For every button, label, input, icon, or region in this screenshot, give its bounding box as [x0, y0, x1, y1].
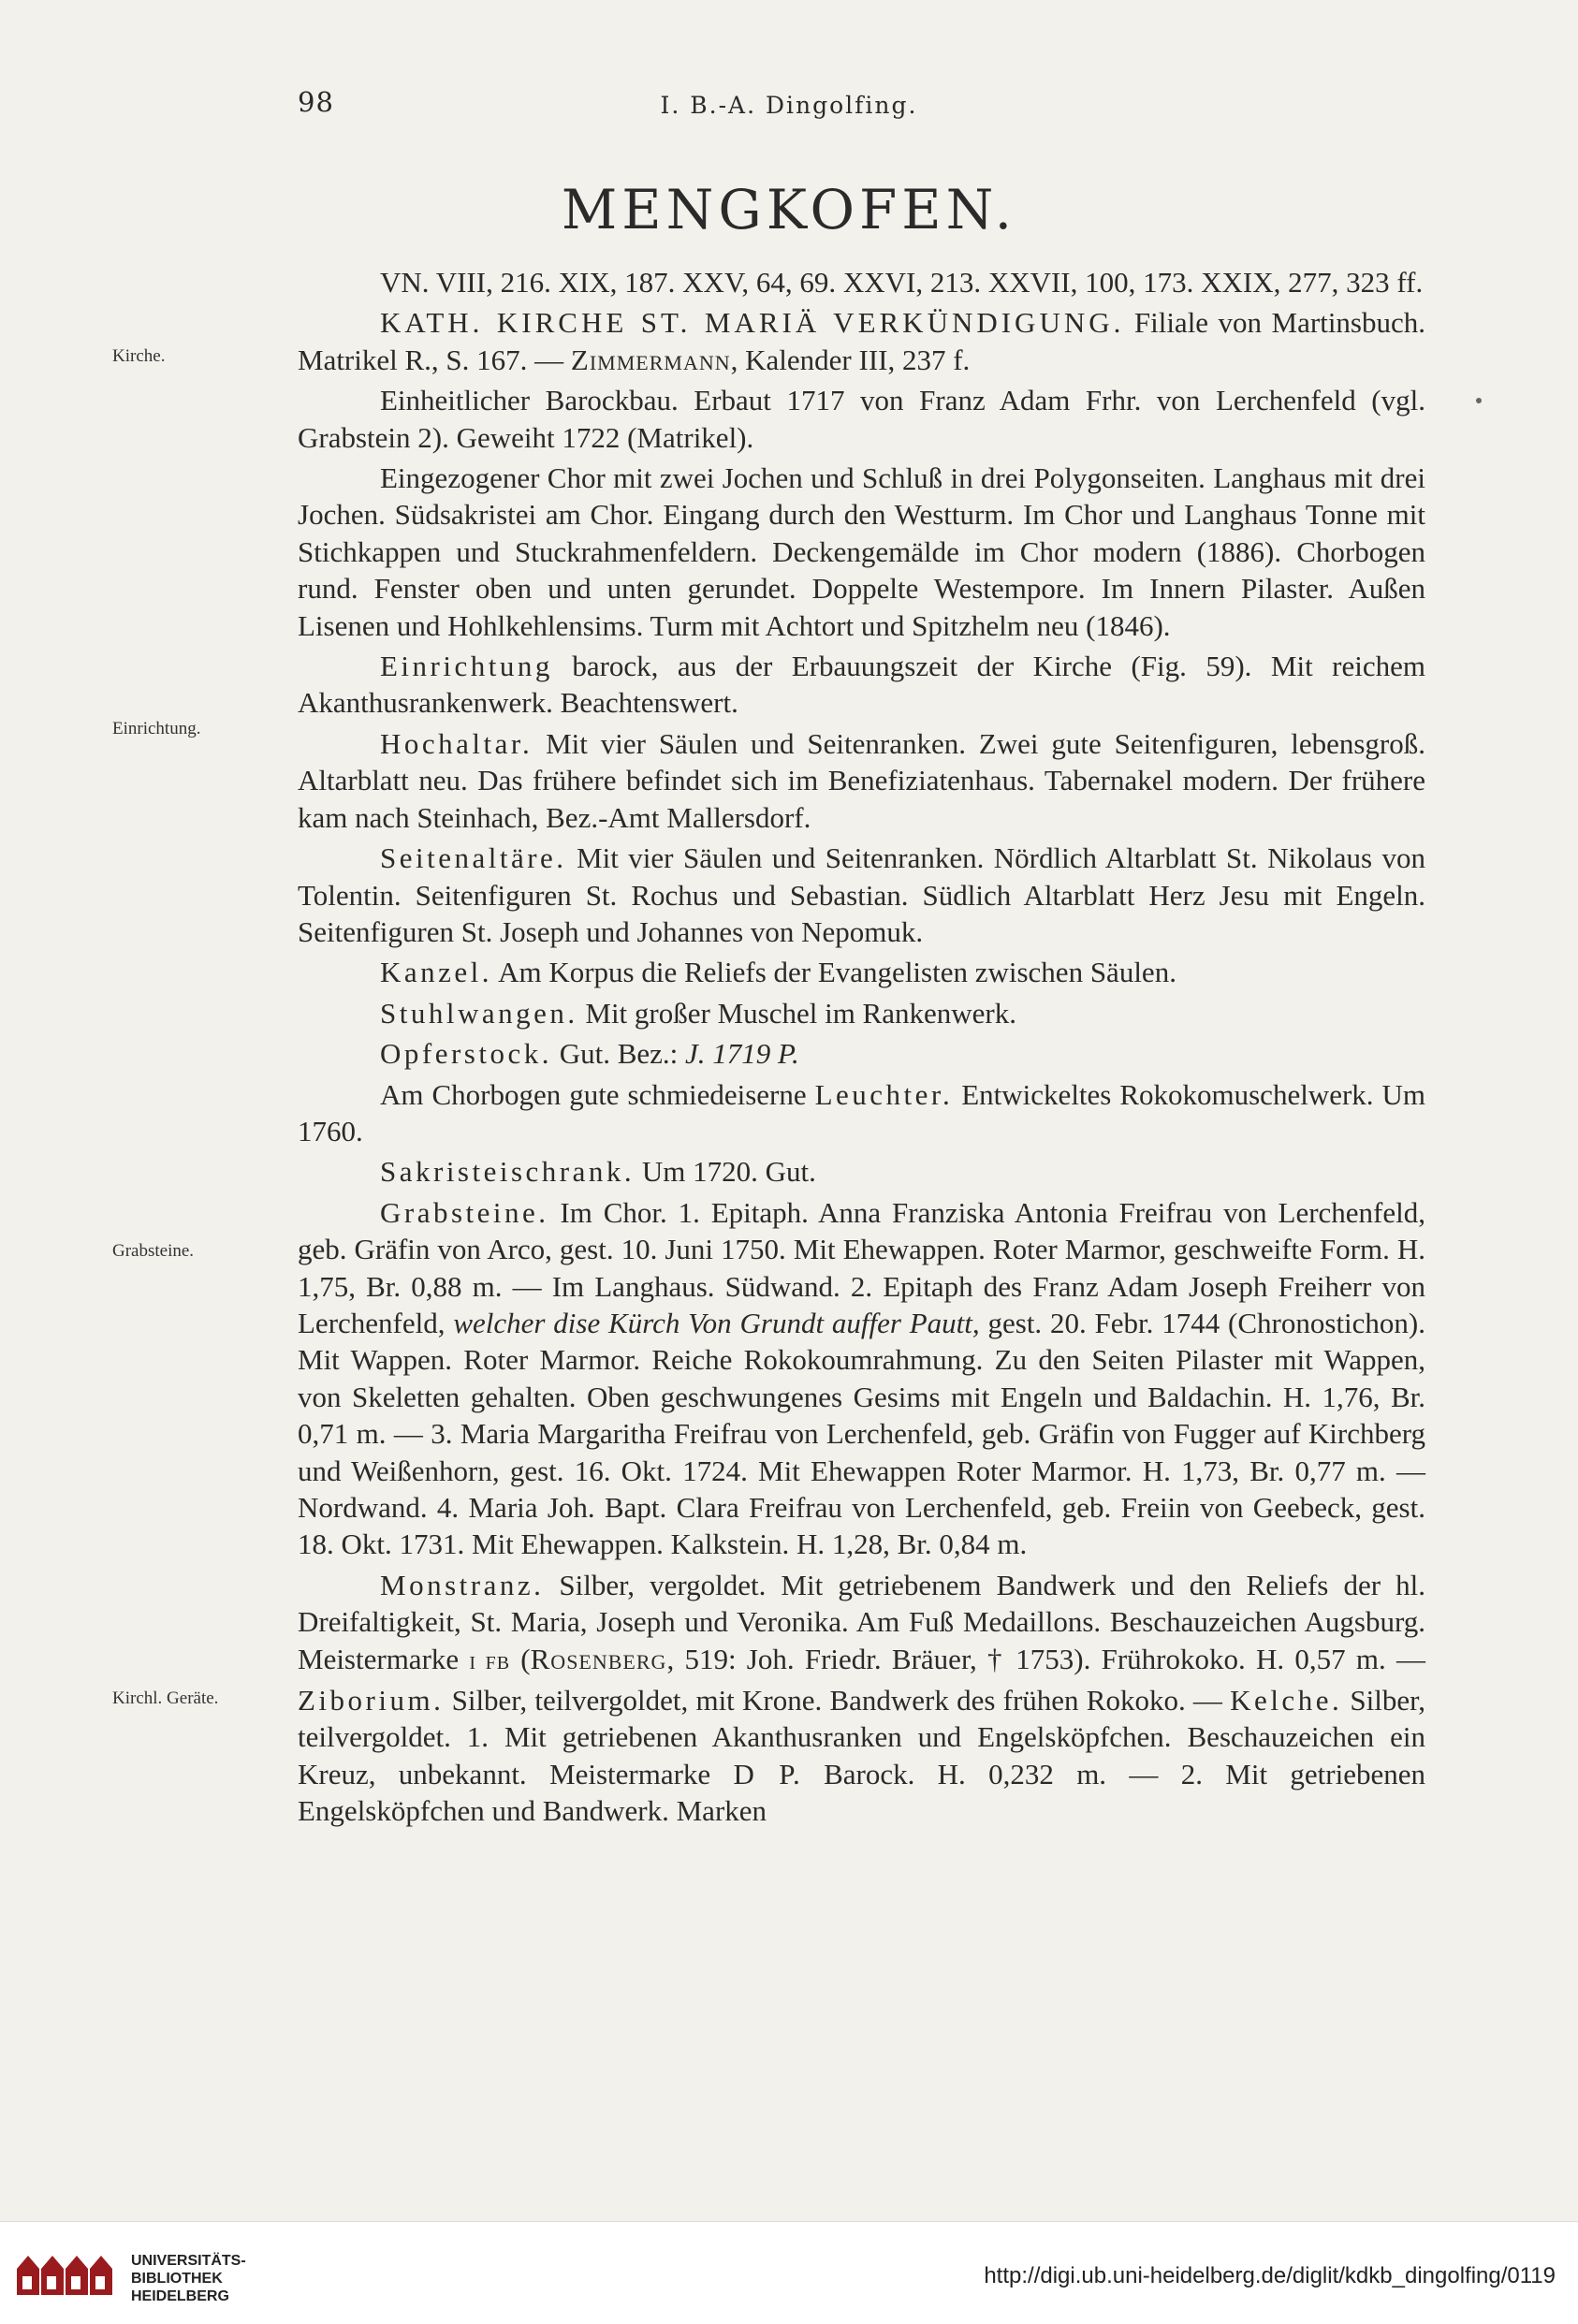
einrichtung-text: barock, aus der Erbauungszeit der Kirche (Fig. 59). Mit reichem Akanthusrankenwerk. Beachtenswert. [298, 650, 1425, 720]
margin-note-kirche: Kirche. [112, 346, 166, 366]
library-name-line-2: BIBLIOTHEK [131, 2271, 223, 2287]
library-footer [0, 2221, 1578, 2324]
paragraph-references [298, 264, 1425, 300]
library-name [131, 2252, 246, 2305]
heading-sakristeischrank: Sakristeischrank. [380, 1155, 636, 1189]
stuhlwangen-text: Mit großer Muschel im Rankenwerk. [577, 996, 1016, 1030]
paragraph-sakristeischrank [298, 1153, 1425, 1190]
heading-seitenaltaere: Seitenaltäre. [380, 841, 567, 875]
monstranz-text: Silber, vergoldet. Mit getriebenem Bandwerk und den Reliefs der hl. Dreifaltigkeit, St. Maria, Joseph und Veronika. Am Fuß Medaillons. Beschauzeichen Augsburg. Meistermarke [298, 1568, 1425, 1675]
author-zimmermann: Zimmermann [570, 343, 731, 376]
chor-text: Eingezogener Chor mit zwei Jochen und Schluß in drei Polygonseiten. Langhaus mit drei Jochen. Südsakristei am Chor. Eingang durch den Westturm. Im Chor und Langhaus Tonne mit Stichkappen und Stuckrahmenfeldern. Deckengemälde im Chor modern (1886). Chorbogen rund. Fenster oben und unten gerundet. Doppelte Westempore. Im Innern Pilaster. Außen Lisenen und Hohlkehlensims. Turm mit Achtort und Spitzhelm neu (1846). [298, 461, 1425, 642]
paragraph-opferstock [298, 1035, 1425, 1072]
heading-leuchter: Leuchter. [814, 1077, 954, 1111]
page-title: MENGKOFEN. [561, 178, 1017, 241]
margin-note-grabsteine: Grabsteine. [112, 1241, 195, 1261]
grabsteine-text-2: gest. 20. Febr. 1744 (Chronostichon). Mit Wappen. Roter Marmor. Reiche Rokokoumrahmung. Zu den Seiten Pilaster mit Wappen, von Skeletten gehalten. Oben geschwungenes Gesims mit Engeln und Baldachin. H. 1,76, Br. 0,71 m. — 3. Maria Margaritha Freifrau von Lerchenfeld, geb. Gräfin von Fugger auf Kirchberg und Weißenhorn, gest. 16. Okt. 1724. Mit Ehewappen Roter Marmor. H. 1,73, Br. 0,77 m. — Nordwand. 4. Maria Joh. Bapt. Clara Freifrau von Lerchenfeld, geb. Freiin von Geebeck, gest. 18. Okt. 1731. Mit Ehewappen. Kalkstein. H. 1,28, Br. 0,84 m. [298, 1306, 1426, 1561]
running-title: I. B.-A. Dingolfing. [660, 92, 918, 119]
paragraph-grabsteine [298, 1194, 1425, 1563]
master-mark-fb: I FB [469, 1652, 511, 1674]
paragraph-leuchter [298, 1076, 1425, 1150]
page-number: 98 [298, 86, 334, 118]
grabsteine-inscription: welcher dise Kürch Von Grundt auffer Pautt, [453, 1306, 980, 1339]
monstranz-text-2: ( [510, 1642, 531, 1675]
kelche-text: Silber, teilvergoldet. 1. Mit getriebenen Akanthusranken und Engelsköpfchen. Beschauzeichen ein Kreuz, unbekannt. Meistermarke [298, 1684, 1425, 1791]
kelche-text-2: Barock. H. 0,232 m. — 2. Mit getriebenen Engelsköpfchen und Bandwerk. Marken [298, 1757, 1425, 1828]
paragraph-bau [298, 382, 1425, 456]
kirche-text-2: , Kalender III, 237 f. [730, 343, 971, 376]
heading-stuhlwangen: Stuhlwangen. [380, 996, 578, 1030]
heading-kanzel: Kanzel. [380, 956, 493, 989]
paragraph-geraete [298, 1567, 1425, 1830]
heading-kelche: Kelche. [1230, 1684, 1343, 1717]
paragraph-kanzel [298, 954, 1425, 990]
opferstock-inscription: J. 1719 P. [685, 1037, 799, 1071]
university-library-logo-icon [13, 2248, 116, 2301]
grabsteine-text: Im Chor. 1. Epitaph. Anna Franziska Antonia Freifrau von Lerchenfeld, geb. Gräfin von Arco, gest. 10. Juni 1750. Mit Ehewappen. Roter Marmor, geschweifte Form. H. 1,75, Br. 0,88 m. — Im Langhaus. Südwand. 2. Epitaph des Franz Adam Joseph Freiherr von Lerchenfeld, [298, 1195, 1425, 1339]
paragraph-hochaltar [298, 725, 1425, 836]
opferstock-text: Gut. Bez.: [551, 1037, 686, 1071]
heading-opferstock: Opferstock. [380, 1037, 552, 1071]
ziborium-text: Silber, teilvergoldet, mit Krone. Bandwerk des frühen Rokoko. — [444, 1684, 1231, 1717]
body-text [298, 264, 1425, 1834]
hochaltar-text: Mit vier Säulen und Seitenranken. Zwei gute Seitenfiguren, lebensgroß. Altarblatt neu. Das frühere befindet sich im Benefiziatenhaus. Tabernakel modern. Der frühere kam nach Steinhach, Bez.-Amt Mallersdorf. [298, 726, 1425, 834]
heading-einrichtung: Einrichtung [380, 650, 553, 683]
leuchter-text: Am Chorbogen gute schmiedeiserne [380, 1077, 815, 1111]
margin-note-geraete: Kirchl. Geräte. [112, 1688, 219, 1708]
paragraph-seitenaltaere [298, 840, 1425, 950]
heading-kirche: KATH. KIRCHE ST. MARIÄ VERKÜNDIGUNG. [380, 306, 1125, 340]
sakristeischrank-text: Um 1720. Gut. [635, 1155, 816, 1189]
heading-monstranz: Monstranz. [380, 1568, 545, 1601]
kanzel-text: Am Korpus die Reliefs der Evangelisten zwischen Säulen. [492, 956, 1176, 989]
paragraph-chor [298, 460, 1425, 644]
source-url-link[interactable]: http://digi.ub.uni-heidelberg.de/diglit/kdkb_dingolfing/0119 [984, 2263, 1556, 2288]
master-mark-dp: D P. [733, 1757, 801, 1791]
paragraph-stuhlwangen [298, 995, 1425, 1031]
references-text: VN. VIII, 216. XIX, 187. XXV, 64, 69. XXVI, 213. XXVII, 100, 173. XXIX, 277, 323 ff. [380, 266, 1424, 299]
bau-text: Einheitlicher Barockbau. Erbaut 1717 von Franz Adam Frhr. von Lerchenfeld (vgl. Grabstein 2). Geweiht 1722 (Matrikel). [298, 384, 1425, 454]
margin-note-einrichtung: Einrichtung. [112, 719, 201, 738]
kirche-text: Filiale von Martinsbuch. Matrikel R., S. 167. — [298, 306, 1426, 376]
heading-ziborium: Ziborium. [298, 1684, 445, 1717]
heading-grabsteine: Grabsteine. [380, 1195, 549, 1229]
print-speck [1476, 398, 1482, 403]
author-rosenberg: Rosenberg [530, 1642, 667, 1675]
heading-hochaltar: Hochaltar. [380, 726, 533, 760]
library-name-line-1: UNIVERSITÄTS- [131, 2253, 246, 2269]
library-name-line-3: HEIDELBERG [131, 2288, 229, 2304]
paragraph-einrichtung [298, 648, 1425, 722]
leuchter-text-2: Entwickeltes Rokokomuschelwerk. Um 1760. [298, 1077, 1425, 1147]
paragraph-kirche [298, 304, 1425, 378]
monstranz-text-3: , 519: Joh. Friedr. Bräuer, † 1753). Frührokoko. H. 0,57 m. — [666, 1642, 1425, 1675]
seitenaltaere-text: Mit vier Säulen und Seitenranken. Nördlich Altarblatt St. Nikolaus von Tolentin. Seitenfiguren St. Rochus und Sebastian. Südlich Altarblatt Herz Jesu mit Engeln. Seitenfiguren St. Joseph und Johannes von Nepomuk. [298, 841, 1425, 948]
